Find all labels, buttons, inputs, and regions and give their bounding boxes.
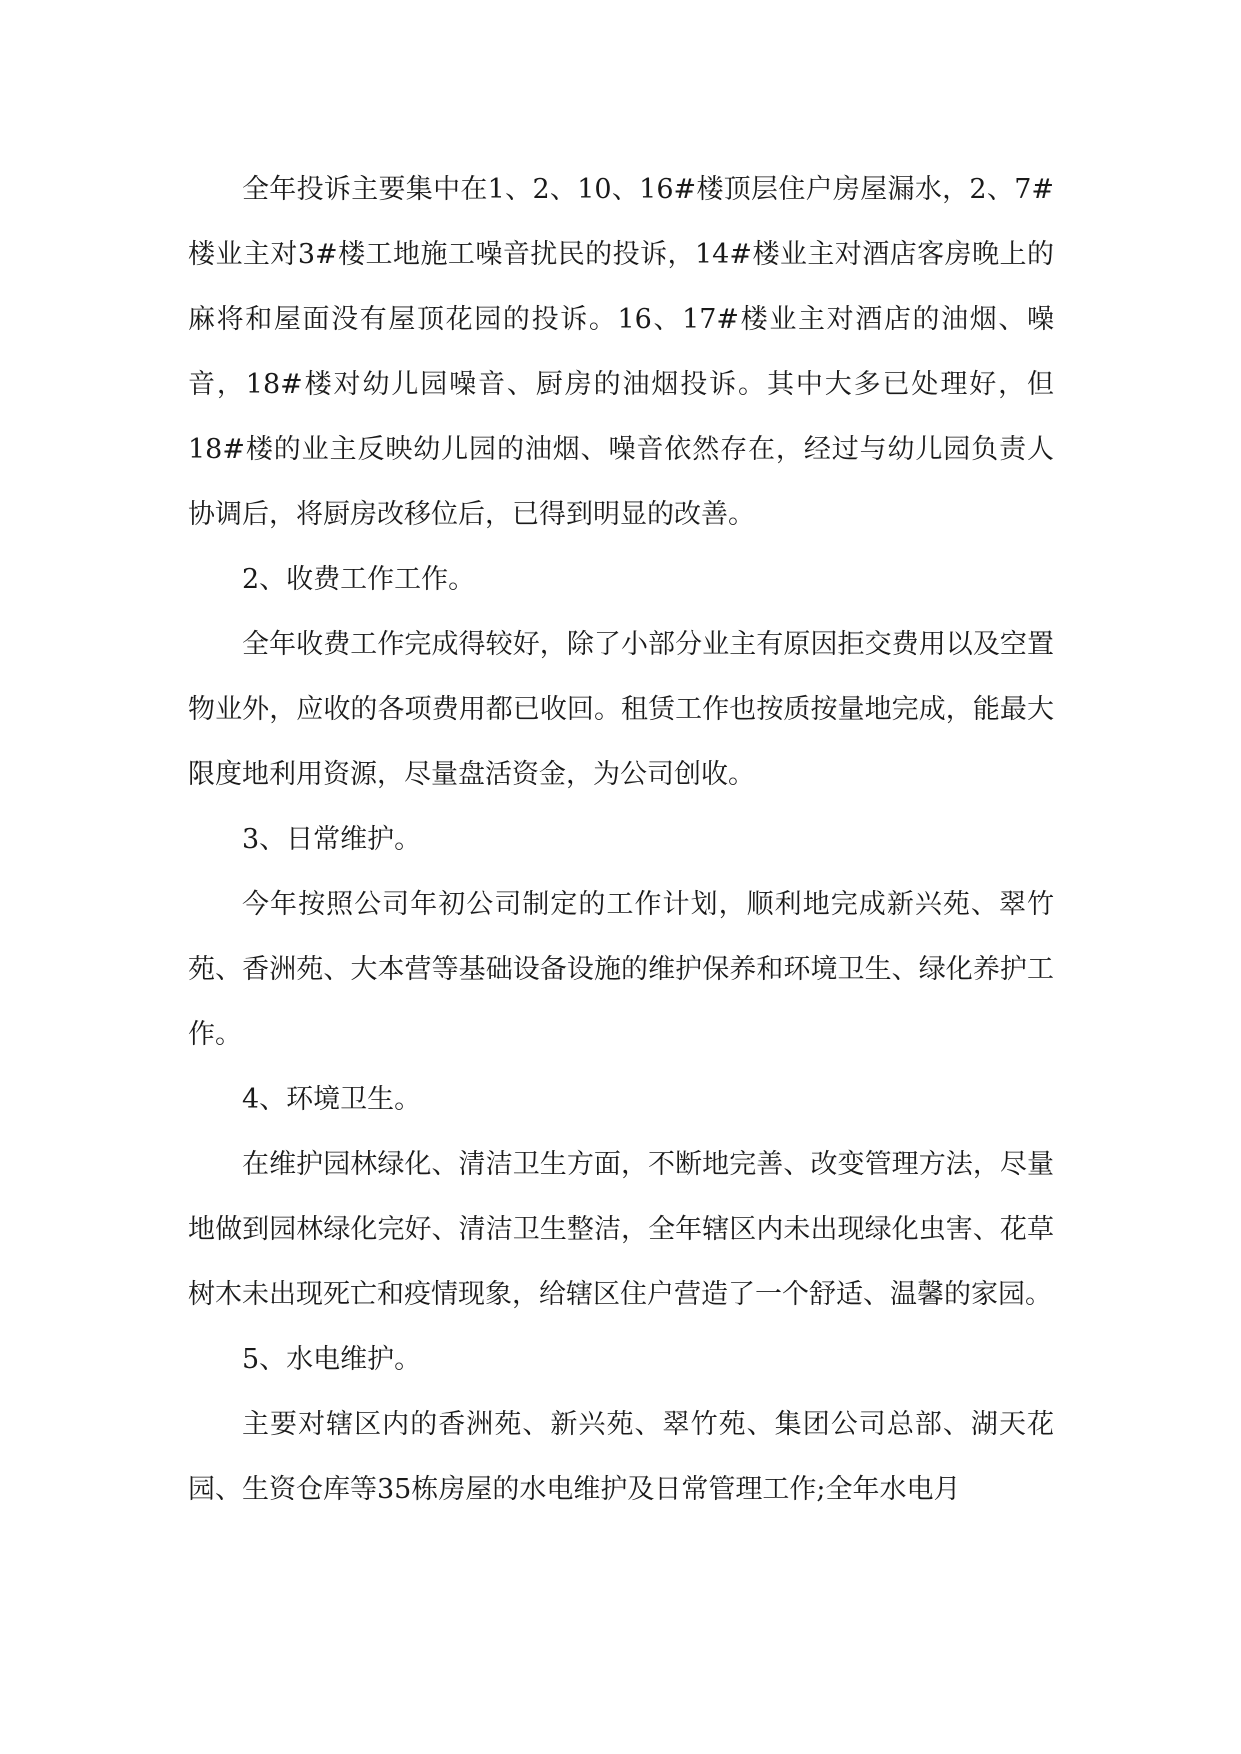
heading-daily-maintenance: 3、日常维护。 <box>242 824 422 855</box>
paragraph-environment-hygiene: 在维护园林绿化、清洁卫生方面，不断地完善、改变管理方法，尽量地做到园林绿化完好、清洁卫生整洁，全年辖区内未出现绿化虫害、花草树木未出现死亡和疫情现象，给辖区住户营造了一个舒适、温馨的家园。 <box>188 1149 1054 1310</box>
heading-environment-hygiene: 4、环境卫生。 <box>242 1084 422 1115</box>
paragraph-daily-maintenance: 今年按照公司年初公司制定的工作计划，顺利地完成新兴苑、翠竹苑、香洲苑、大本营等基础设备设施的维护保养和环境卫生、绿化养护工作。 <box>188 889 1054 1050</box>
paragraph-water-electric: 主要对辖区内的香洲苑、新兴苑、翠竹苑、集团公司总部、湖天花园、生资仓库等35栋房屋的水电维护及日常管理工作;全年水电月 <box>188 1409 1054 1505</box>
paragraph-complaints: 全年投诉主要集中在1、2、10、16#楼顶层住户房屋漏水，2、7#楼业主对3#楼工地施工噪音扰民的投诉，14#楼业主对酒店客房晚上的麻将和屋面没有屋顶花园的投诉。16、17#楼业主对酒店的油烟、噪音，18#楼对幼儿园噪音、厨房的油烟投诉。其中大多已处理好，但18#楼的业主反映幼儿园的油烟、噪音依然存在，经过与幼儿园负责人协调后，将厨房改移位后，已得到明显的改善。 <box>188 174 1054 530</box>
heading-fee-collection: 2、收费工作工作。 <box>242 564 476 595</box>
heading-water-electric: 5、水电维护。 <box>242 1344 422 1375</box>
paragraph-fee-collection: 全年收费工作完成得较好，除了小部分业主有原因拒交费用以及空置物业外，应收的各项费用都已收回。租赁工作也按质按量地完成，能最大限度地利用资源，尽量盘活资金，为公司创收。 <box>188 629 1054 790</box>
document-body <box>188 157 1054 1522</box>
